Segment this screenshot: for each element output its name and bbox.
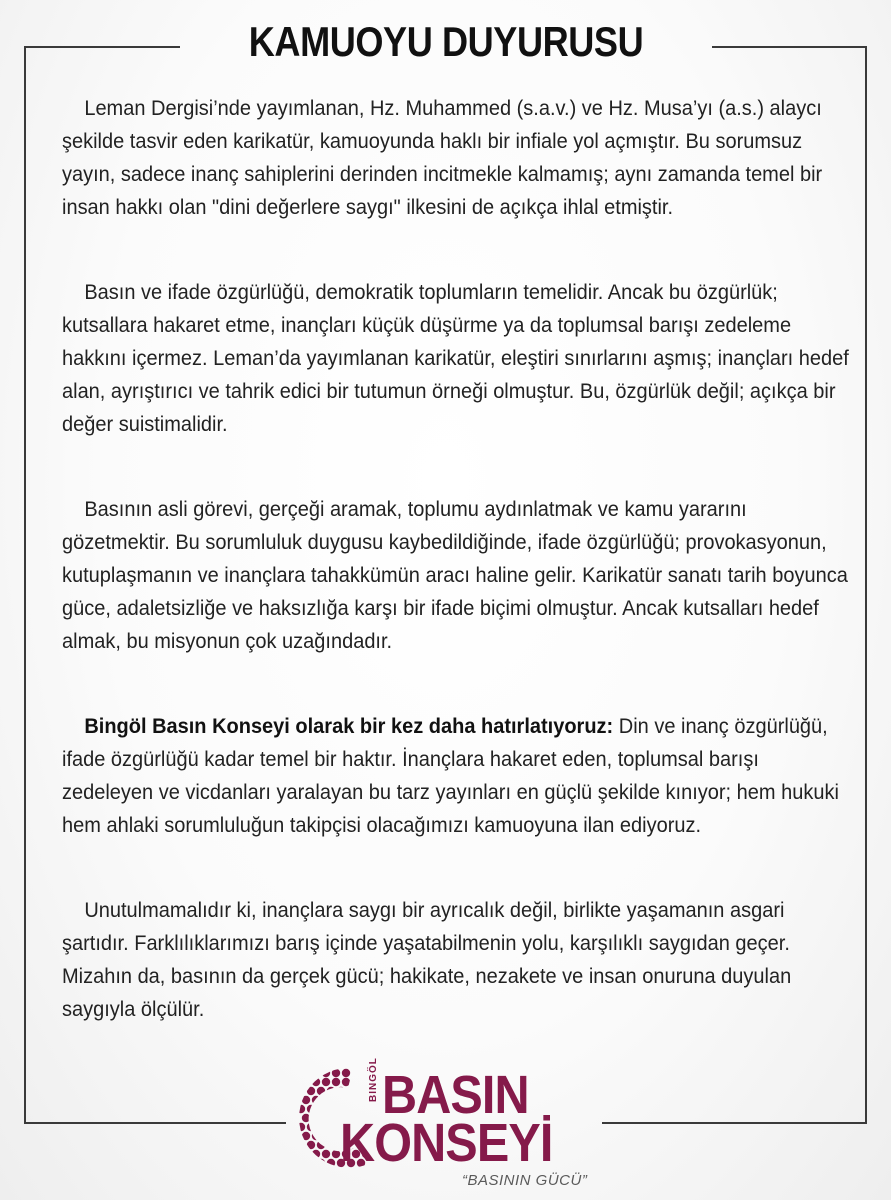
paragraph-text: Unutulmamalıdır ki, inançlara saygı bir ayrıcalık değil, birlikte yaşamanın asgari şartıdır. Farklılıklarımızı barış içinde yaşatabilmenin yolu, karşılıklı saygıdan geçer. Mizahın da, basının da gerçek gücü; hakikate, nezakete ve insan onuruna duyulan saygıyla ölçülür. bbox=[62, 898, 792, 1021]
frame-border bbox=[712, 46, 867, 48]
paragraph-text: Basının asli görevi, gerçeği aramak, toplumu aydınlatmak ve kamu yararını gözetmektir. Bu sorumluluk duygusu kaybedildiğinde, ifade özgürlüğü; provokasyonun, kutuplaşmanın ve inançlara tahakkümün aracı haline gelir. Karikatür sanatı tarih boyunca güce, adaletsizliğe ve haksızlığa karşı bir ifade biçimi olmuştur. Ancak kutsalları hedef almak, bu misyonun çok uzağındadır. bbox=[62, 497, 848, 653]
logo-small-text: BINGÖL bbox=[368, 1057, 379, 1102]
frame-border bbox=[24, 1122, 286, 1124]
paragraph-3 bbox=[62, 493, 853, 658]
paragraph-text: Basın ve ifade özgürlüğü, demokratik toplumların temelidir. Ancak bu özgürlük; kutsallara hakaret etme, inançları küçük düşürme ya da toplumsal barışı zedeleme hakkını içermez. Leman’da yayımlanan karikatür, eleştiri sınırlarını aşmış; inançları hedef alan, ayrıştırıcı ve tahrik edici bir tutumun örneği olmuştur. Bu, özgürlük değil; açıkça bir değer suistimalidir. bbox=[62, 280, 849, 436]
paragraph-bold-lead: Bingöl Basın Konseyi olarak bir kez daha hatırlatıyoruz: bbox=[84, 714, 614, 738]
frame-border bbox=[865, 46, 867, 1123]
page-title: KAMUOYU DUYURUSU bbox=[248, 18, 644, 65]
paragraph-5 bbox=[62, 894, 853, 1026]
logo-word-konseyi: KONSEYİ bbox=[340, 1113, 553, 1173]
frame-border bbox=[602, 1122, 867, 1124]
frame-border bbox=[24, 46, 26, 1123]
paragraph-text: Din ve inanç özgürlüğü, ifade özgürlüğü kadar temel bir haktır. İnançlara hakaret eden, toplumsal barışı zedeleyen ve vicdanları yaralayan bu tarz yayınları en güçlü şekilde kınıyor; hem hukuki hem ahlaki sorumluluğun takipçisi olacağımızı kamuoyuna ilan ediyoruz. bbox=[62, 714, 839, 837]
logo-word-basin: BASIN bbox=[382, 1065, 529, 1125]
paragraph-2 bbox=[62, 276, 853, 441]
logo-slogan: “BASININ GÜCÜ” bbox=[462, 1172, 588, 1189]
paragraph-text: Leman Dergisi’nde yayımlanan, Hz. Muhammed (s.a.v.) ve Hz. Musa’yı (a.s.) alaycı şekilde tasvir eden karikatür, kamuoyunda haklı bir infiale yol açmıştır. Bu sorumsuz yayın, sadece inanç sahiplerini derinden incitmekle kalmamış; aynı zamanda temel bir insan hakkı olan "dini değerlere saygı" ilkesini de açıkça ihlal etmiştir. bbox=[62, 96, 823, 219]
basin-konseyi-logo bbox=[298, 1057, 598, 1194]
frame-border bbox=[24, 46, 180, 48]
paragraph-4 bbox=[62, 710, 853, 842]
paragraph-1 bbox=[62, 92, 853, 224]
announcement-body bbox=[62, 92, 852, 1078]
